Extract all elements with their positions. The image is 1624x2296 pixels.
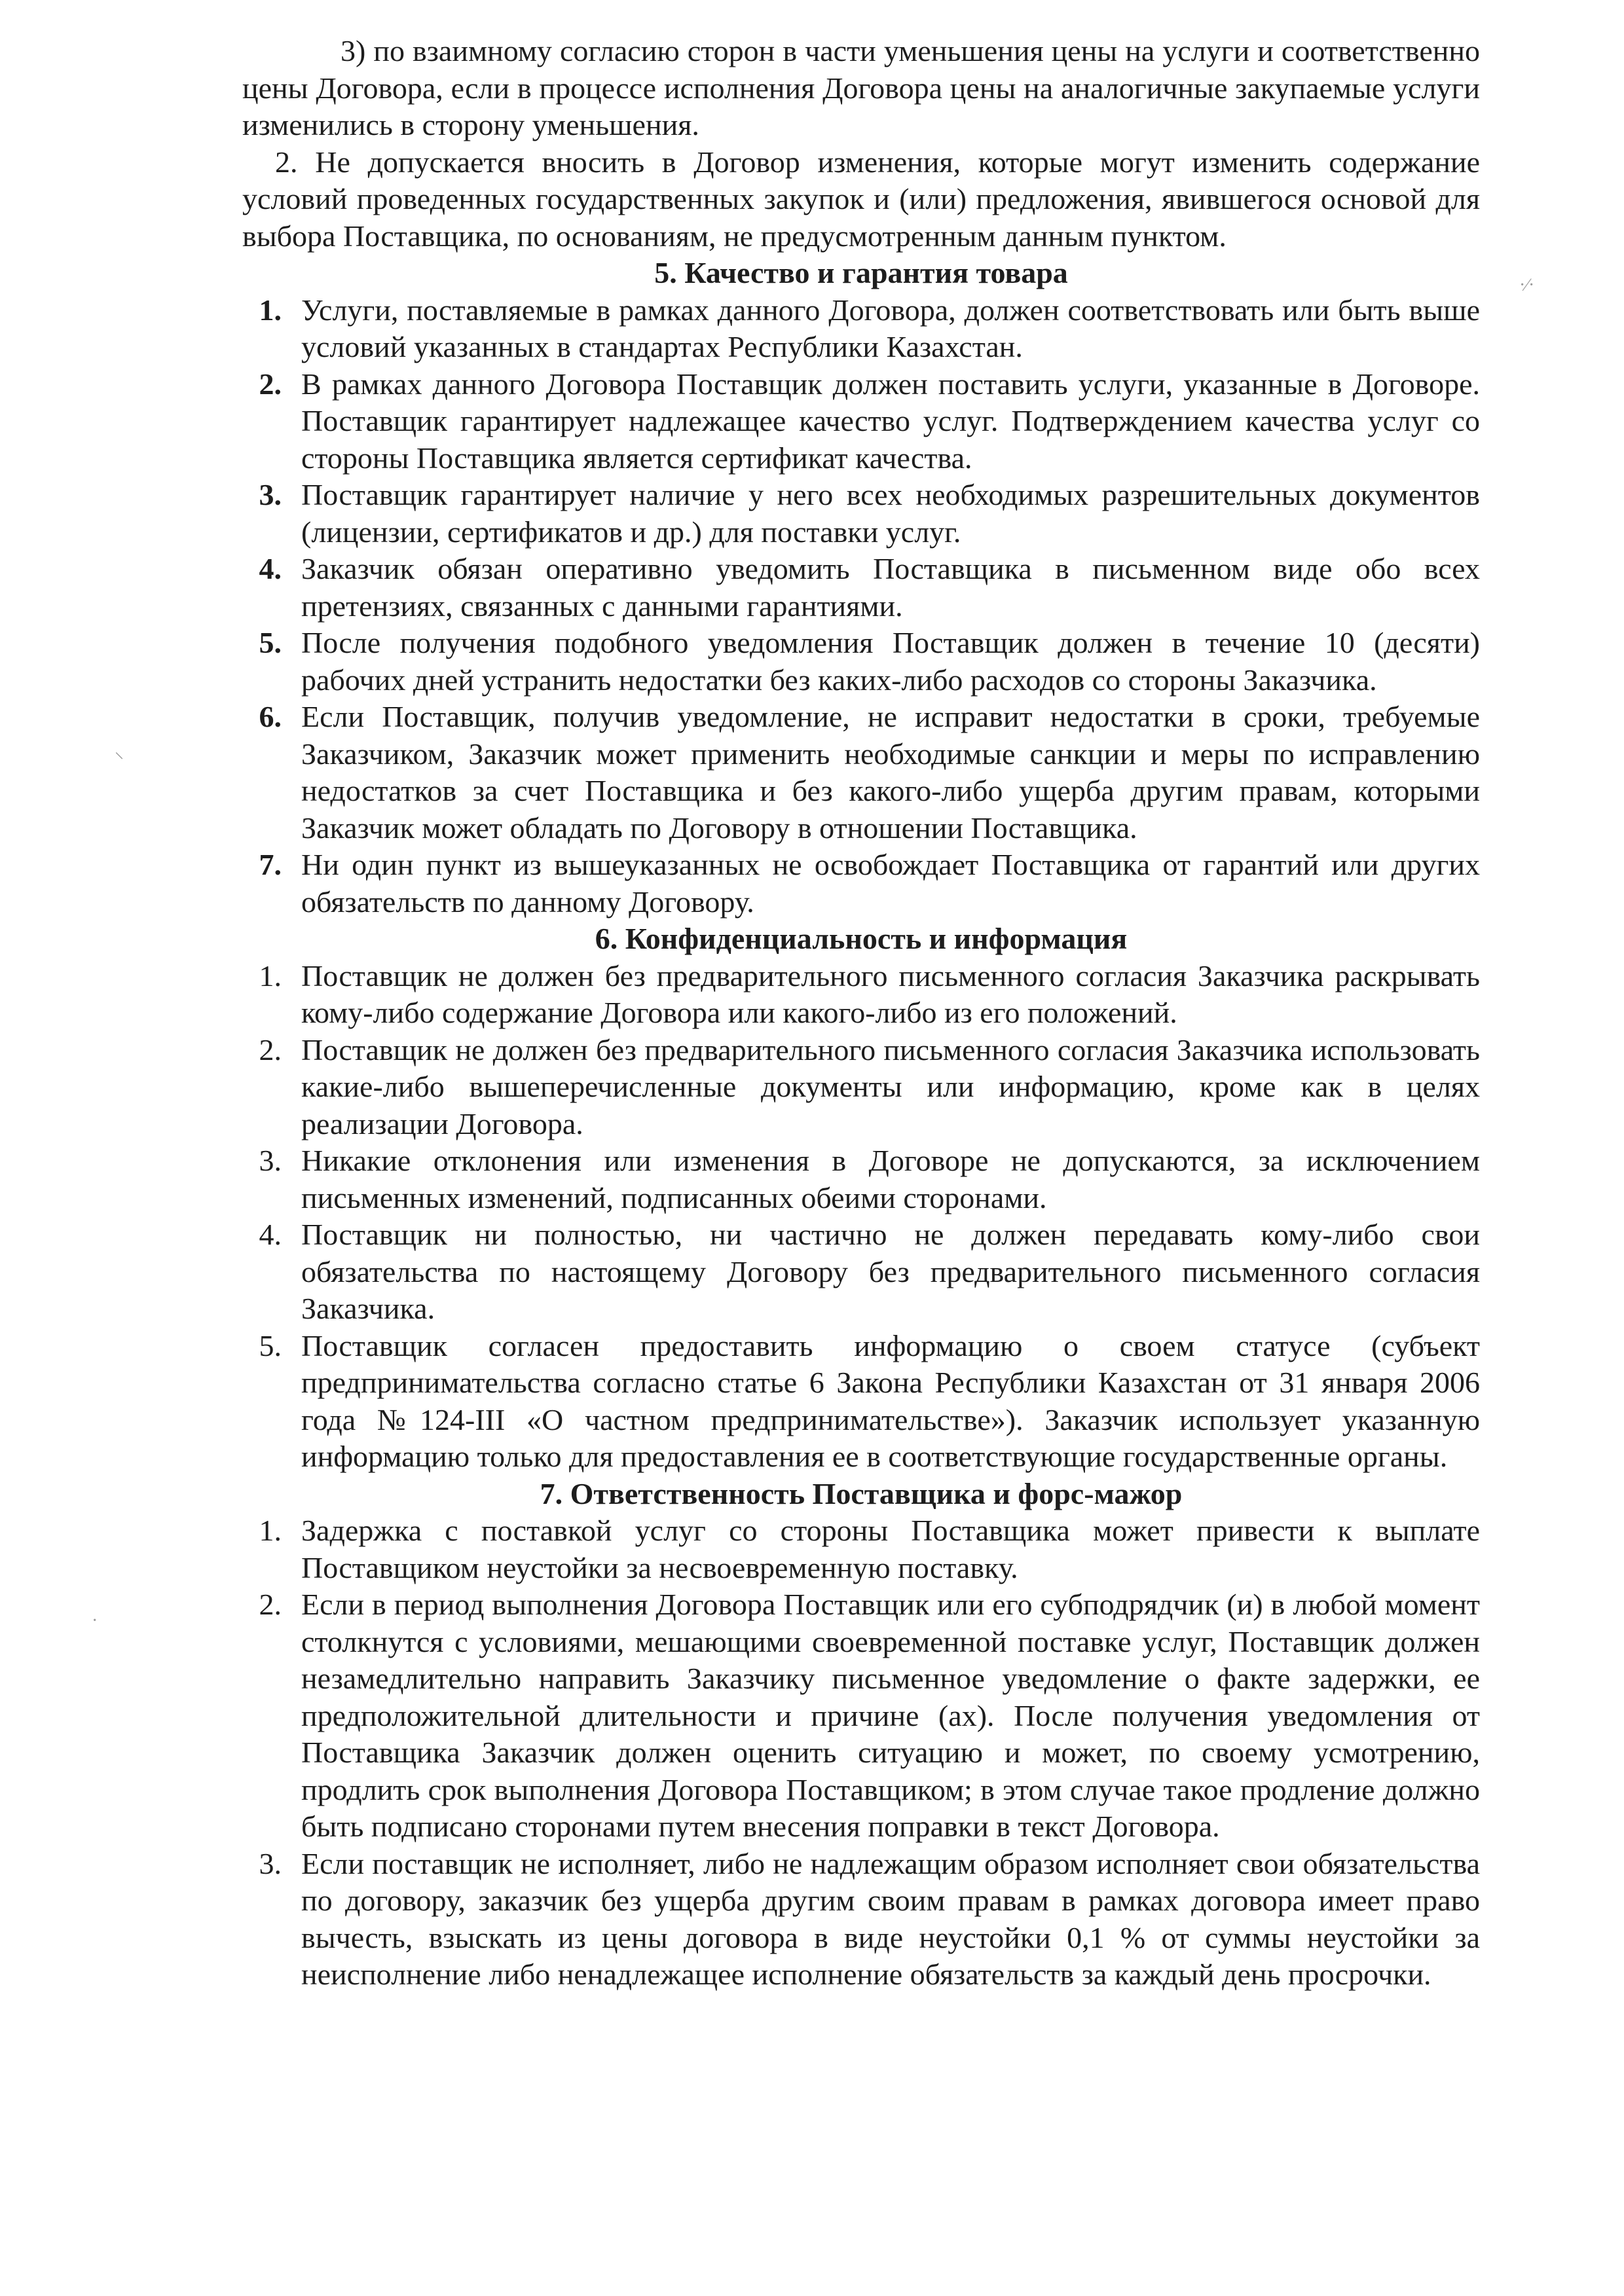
item-number: 5. bbox=[259, 1328, 282, 1362]
item-number: 5. bbox=[259, 626, 282, 659]
document-page bbox=[242, 33, 1480, 1994]
item-text: После получения подобного уведомления Поставщик должен в течение 10 (десяти) рабочих дней устранить недостатки без каких-либо расходов со стороны Заказчика. bbox=[301, 626, 1480, 697]
section-6-title: 6. Конфиденциальность и информация bbox=[595, 922, 1128, 955]
section-7-title: 7. Ответственность Поставщика и форс-мажор bbox=[540, 1476, 1183, 1510]
item-number: 3. bbox=[259, 1144, 282, 1177]
item-text: Если Поставщик, получив уведомление, не исправит недостатки в сроки, требуемые Заказчиком, Заказчик может применить необходимые санкции и меры по исправлению недостатков за счет Поставщика и без какого-либо ущерба другим правам, которыми Заказчик может обладать по Договору в отношении Поставщика. bbox=[301, 700, 1480, 845]
section-5-item bbox=[242, 477, 1480, 551]
item-number: 2. bbox=[259, 1588, 282, 1621]
section-5-list bbox=[242, 292, 1480, 921]
item-number: 6. bbox=[259, 700, 282, 733]
intro-paragraph-3: 3) по взаимному согласию сторон в части уменьшения цены на услуги и соответственно цены Договора, если в процессе исполнения Договора цены на аналогичные закупаемые услуги изменились в сторону уменьшения. bbox=[242, 34, 1480, 141]
section-5-item bbox=[242, 292, 1480, 366]
section-6-item bbox=[242, 1032, 1480, 1143]
item-number: 3. bbox=[259, 478, 282, 511]
item-number: 4. bbox=[259, 552, 282, 585]
item-number: 1. bbox=[259, 1514, 282, 1547]
item-text: В рамках данного Договора Поставщик должен поставить услуги, указанные в Договоре. Поставщик гарантирует надлежащее качество услуг. Подтверждением качества услуг со стороны Поставщика является сертификат качества. bbox=[301, 367, 1480, 475]
scan-speck-mark: ⸌ bbox=[115, 750, 124, 770]
section-5-item bbox=[242, 847, 1480, 920]
item-number: 7. bbox=[259, 848, 282, 881]
section-5-item bbox=[242, 366, 1480, 477]
scan-speck-mark: · bbox=[92, 1611, 98, 1631]
item-text: Задержка с поставкой услуг со стороны Поставщика может привести к выплате Поставщиком неустойки за несвоевременную поставку. bbox=[301, 1514, 1480, 1584]
item-number: 2. bbox=[259, 1032, 282, 1066]
section-6-item bbox=[242, 1216, 1480, 1328]
item-text: Услуги, поставляемые в рамках данного Договора, должен соответствовать или быть выше условий указанных в стандартах Республики Казахстан. bbox=[301, 293, 1480, 363]
item-text: Никакие отклонения или изменения в Договоре не допускаются, за исключением письменных изменений, подписанных обеими сторонами. bbox=[301, 1144, 1480, 1214]
item-number: 2. bbox=[259, 367, 282, 401]
section-5-title: 5. Качество и гарантия товара bbox=[654, 256, 1068, 289]
section-5-item bbox=[242, 625, 1480, 699]
section-5-item bbox=[242, 699, 1480, 847]
scan-speck-mark: ·∕· bbox=[1519, 275, 1535, 295]
section-6-item bbox=[242, 1328, 1480, 1476]
item-number: 1. bbox=[259, 293, 282, 327]
section-7-item bbox=[242, 1512, 1480, 1586]
item-text: Ни один пункт из вышеуказанных не освобождает Поставщика от гарантий или других обязательств по данному Договору. bbox=[301, 848, 1480, 919]
section-7-list bbox=[242, 1512, 1480, 1994]
section-7-item bbox=[242, 1846, 1480, 1994]
item-text: Заказчик обязан оперативно уведомить Поставщика в письменном виде обо всех претензиях, связанных с данными гарантиями. bbox=[301, 552, 1480, 623]
item-text: Поставщик не должен без предварительного письменного согласия Заказчика раскрывать кому-либо содержание Договора или какого-либо из его положений. bbox=[301, 958, 1480, 1029]
section-7-item bbox=[242, 1586, 1480, 1846]
item-text: Поставщик ни полностью, ни частично не должен передавать кому-либо свои обязательства по настоящему Договору без предварительного письменного согласия Заказчика. bbox=[301, 1218, 1480, 1325]
item-text: Поставщик согласен предоставить информацию о своем статусе (субъект предпринимательства согласно статье 6 Закона Республики Казахстан от 31 января 2006 года №124-III «О частном предпринимательстве»). Заказчик использует указанную информацию только для предоставления ее в соответствующие государственные органы. bbox=[301, 1328, 1480, 1473]
section-5-item bbox=[242, 551, 1480, 625]
item-number: 1. bbox=[259, 958, 282, 993]
item-text: Поставщик гарантирует наличие у него всех необходимых разрешительных документов (лицензии, сертификатов и др.) для поставки услуг. bbox=[301, 478, 1480, 549]
item-text: Если поставщик не исполняет, либо не надлежащим образом исполняет свои обязательства по договору, заказчик без ущерба другим своим правам в рамках договора имеет право вычесть, взыскать из цены договора в виде неустойки 0,1 % от суммы неустойки за неисполнение либо ненадлежащее исполнение обязательств за каждый день просрочки. bbox=[301, 1846, 1480, 1991]
item-number: 3. bbox=[259, 1846, 282, 1880]
item-number: 4. bbox=[259, 1218, 282, 1251]
section-6-item bbox=[242, 958, 1480, 1032]
item-text: Если в период выполнения Договора Поставщик или его субподрядчик (и) в любой момент столкнутся с условиями, мешающими своевременной поставке услуг, Поставщик должен незамедлительно направить Заказчику письменное уведомление о факте задержки, ее предположительной длительности и причине (ах). После получения уведомления от Поставщика Заказчик должен оценить ситуацию и может, по своему усмотрению, продлить срок выполнения Договора Поставщиком; в этом случае такое продление должно быть подписано сторонами путем внесения поправки в текст Договора. bbox=[301, 1588, 1480, 1843]
section-6-item bbox=[242, 1142, 1480, 1216]
item-text: Поставщик не должен без предварительного письменного согласия Заказчика использовать какие-либо вышеперечисленные документы или информацию, кроме как в целях реализации Договора. bbox=[301, 1032, 1480, 1140]
section-6-list bbox=[242, 958, 1480, 1476]
intro-paragraph-2: 2. Не допускается вносить в Договор изменения, которые могут изменить содержание условий проведенных государственных закупок и (или) предложения, явившегося основой для выбора Поставщика, по основаниям, не предусмотренным данным пунктом. bbox=[242, 145, 1480, 253]
